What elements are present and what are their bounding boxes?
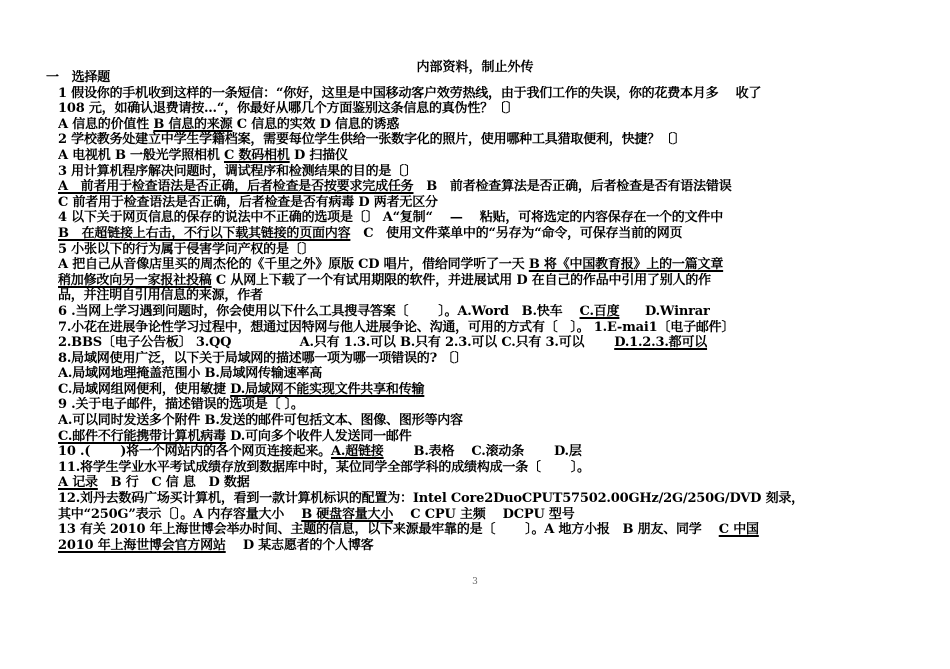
text-segment: C 前者用于检查语法是否正确，后者检查是否有病毒 D 两者无区分: [58, 194, 438, 210]
text-line: [58, 320, 898, 336]
text-segment: 4 以下关于网页信息的保存的说法中不正确的选项是〔〕 A“复制“ — 粘贴，可将选定的内容保存在一个的文件中: [58, 210, 723, 226]
text-line: [58, 273, 898, 289]
text-segment: 2.BBS〔电子公告板〕 3.QQ A.只有 1.3.可以 B.只有 2.3.可以 C.只有 3.可以: [58, 335, 615, 351]
text-segment: 8.局域网使用广泛，以下关于局域网的描述哪一项为哪一项错误的? 〔〕: [58, 350, 467, 366]
text-line: [58, 179, 898, 195]
text-line: [58, 257, 898, 273]
text-line: [58, 475, 898, 491]
text-segment: 13 有关 2010 年上海世博会举办时间、主题的信息，以下来源最牢靠的是〔 〕。A 地方小报 B 朋友、同学: [58, 522, 719, 538]
text-segment: B.表格 C.滚动条 D.层: [383, 444, 582, 460]
text-segment: 11.将学生学业水平考试成绩存放到数据库中时，某位同学全部学科的成绩构成一条〔 〕。: [58, 459, 590, 475]
text-line: [58, 101, 898, 117]
text-segment: 1 假设你的手机收到这样的一条短信：“你好，这里是中国移动客户效劳热线，由于我们工作的失误，你的花费本月多 收了: [58, 85, 762, 101]
answer-underlined: A.超链接: [330, 444, 384, 460]
text-line: [58, 304, 898, 320]
answer-underlined: C.邮件不行能携带计算机病毒: [58, 428, 226, 444]
text-line: [58, 413, 898, 429]
text-segment: A 信息的价值性: [58, 116, 154, 132]
text-line: [58, 132, 898, 148]
text-segment: 10 .( )将一个网站内的各个网页连接起来。: [58, 444, 331, 460]
text-line: [58, 86, 898, 102]
text-line: [58, 382, 898, 398]
text-segment: D.Winrar: [619, 303, 710, 319]
text-line: [58, 226, 898, 242]
question-lines: [58, 86, 898, 554]
text-segment: 108 元，如确认退费请按…“，你最好从哪几个方面鉴别这条信息的真伪性？〔〕: [58, 101, 519, 117]
text-segment: C CPU 主频 DCPU 型号: [393, 506, 575, 522]
text-segment: C 信息的实效 D 信息的诱惑: [232, 116, 399, 132]
answer-underlined: 稍加修改向另一家报社投稿: [58, 272, 212, 288]
text-segment: D.可向多个收件人发送同一邮件: [225, 428, 412, 444]
text-segment: A.可以同时发送多个附件 B.发送的邮件可包括文本、图像、图形等内容: [58, 413, 463, 429]
text-line: [58, 538, 898, 554]
text-line: [58, 522, 898, 538]
text-segment: 7.小花在进展争论性学习过程中，想通过因特网与他人进展争论、沟通，可用的方式有〔 〕。 1.E-mai1〔电子邮件〕: [58, 319, 735, 335]
answer-underlined: C.百度: [579, 303, 620, 319]
text-segment: 9 .关于电子邮件，描述错误的选项是〔 〕。: [58, 397, 304, 413]
answer-underlined: B 在超链接上右击，不行以下载其链接的页面内容: [58, 225, 351, 241]
text-line: [58, 195, 898, 211]
answer-underlined: C 数码相机: [223, 147, 290, 163]
answer-underlined: A 前者用于检查语法是否正确，后者检查是否按要求完成任务: [58, 179, 414, 195]
text-segment: 品，并注明自引用信息的来源，作者: [58, 288, 263, 304]
document-title: 内部资料，制止外传: [416, 60, 534, 75]
text-segment: D 某志愿者的个人博客: [225, 537, 374, 553]
text-line: [58, 366, 898, 382]
text-line: [58, 460, 898, 476]
text-segment: B 前者检查算法是否正确，后者检查是否有语法错误: [413, 179, 732, 195]
text-line: [58, 210, 898, 226]
answer-underlined: A 记录: [58, 475, 98, 491]
text-segment: 6 .当网上学习遇到问题时，你会使用以下什么工具搜寻答案〔 〕。A.Word B.快车: [58, 303, 580, 319]
text-segment: 其中“250G”表示〔〕。A 内存容量大小: [58, 506, 302, 522]
answer-underlined: B 信息的来源: [153, 116, 233, 132]
document-body: [46, 70, 898, 553]
text-segment: C.局域网组网便利，使用敏捷: [58, 381, 231, 397]
text-line: [58, 429, 898, 445]
answer-underlined: B 将《中国教育报》上的一篇文章: [528, 257, 724, 273]
text-line: [58, 335, 898, 351]
text-segment: A.局域网地理掩盖范围小 B.局域网传输速率高: [58, 366, 323, 382]
text-segment: 2 学校教务处建立中学生学籍档案，需要每位学生供给一张数字化的照片，使用哪种工具猎取便利，快捷？〔〕: [58, 132, 686, 148]
text-segment: 12.刘丹去数码广场买计算机，看到一款计算机标识的配置为：Intel Core2DuoCPUT57502.00GHz/2G/250G/DVD 刻录，: [58, 491, 804, 507]
answer-underlined: D.局域网不能实现文件共享和传输: [230, 381, 425, 397]
text-segment: B 行 C 信 息 D 数据: [97, 475, 250, 491]
section-heading: 一 选择题: [46, 70, 111, 85]
text-segment: 3 用计算机程序解决问题时，调试程序和检测结果的目的是〔〕: [58, 163, 417, 179]
text-line: [58, 351, 898, 367]
text-segment: C 使用文件菜单中的“另存为“命令，可保存当前的网页: [350, 225, 683, 241]
text-line: [58, 397, 898, 413]
text-line: [58, 288, 898, 304]
answer-underlined: D.1.2.3.都可以: [614, 335, 708, 351]
answer-underlined: C 中国: [718, 522, 759, 538]
text-line: [58, 117, 898, 133]
text-line: [58, 444, 898, 460]
text-segment: D 扫描仪: [289, 147, 348, 163]
answer-underlined: 2010 年上海世博会官方网站: [58, 537, 226, 553]
text-line: [58, 148, 898, 164]
text-line: [58, 164, 898, 180]
text-segment: A 电视机 B 一般光学照相机: [58, 147, 224, 163]
answer-underlined: B 硬盘容量大小: [301, 506, 394, 522]
text-segment: C 从网上下载了一个有试用期限的软件，并进展试用 D 在自己的作品中引用了别人的作: [211, 272, 711, 288]
text-segment: A 把自己从音像店里买的周杰伦的《千里之外》原版 CD 唱片，借给同学听了一天: [58, 257, 529, 273]
text-line: [58, 242, 898, 258]
text-line: [58, 491, 898, 507]
text-line: [58, 507, 898, 523]
text-segment: 5 小张以下的行为属于侵害学问产权的是〔〕: [58, 241, 315, 257]
page-number: 3: [472, 577, 478, 587]
